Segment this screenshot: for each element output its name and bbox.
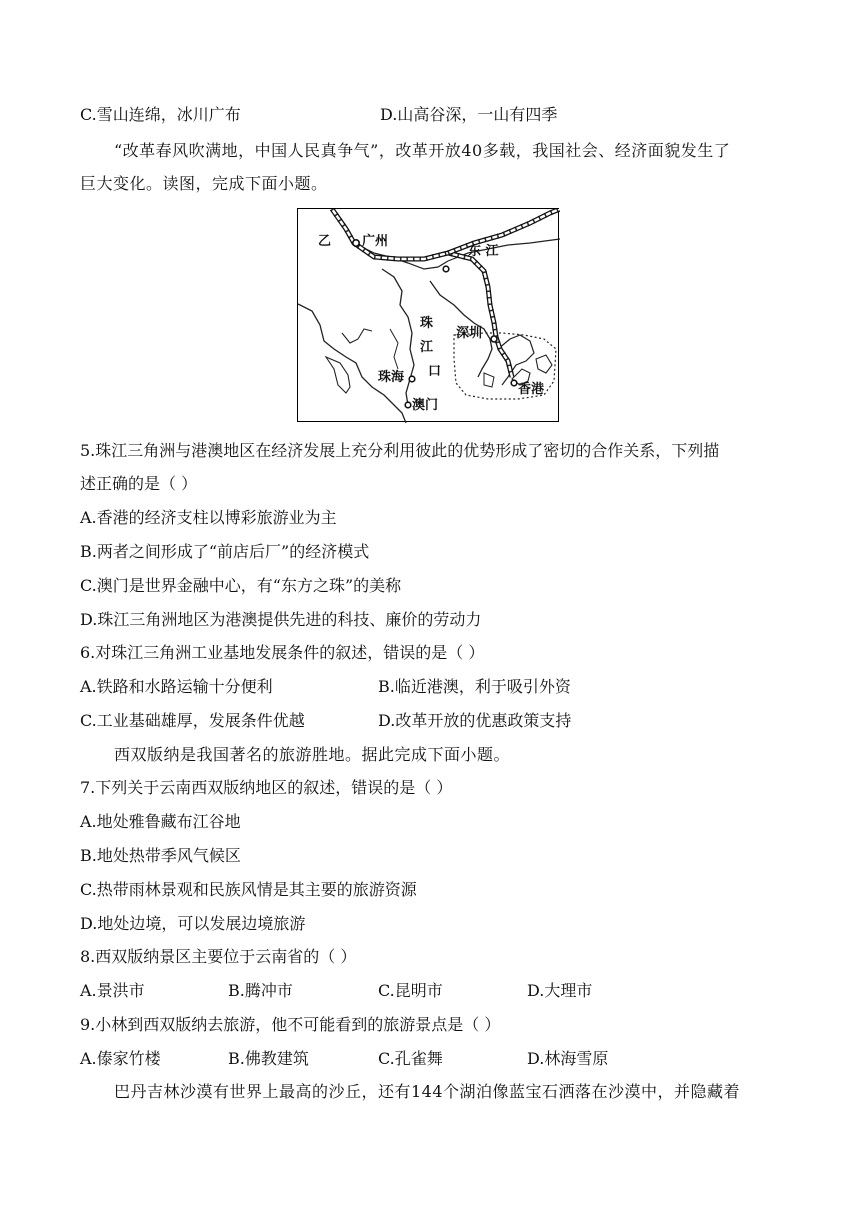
passage-badain-jaran: 巴丹吉林沙漠有世界上最高的沙丘，还有144个湖泊像蓝宝石洒落在沙漠中，并隐藏着 — [114, 1082, 741, 1101]
guangzhou-marker — [353, 240, 359, 246]
passage-xishuangbanna: 西双版纳是我国著名的旅游胜地。据此完成下面小题。 — [114, 745, 511, 764]
label-yi: 乙 — [318, 234, 332, 249]
label-zhujiangkou-1: 珠 — [420, 316, 434, 331]
q8-option-c: C.昆明市 — [378, 981, 443, 1000]
q8-option-d: D.大理市 — [527, 981, 593, 1000]
pearl-river-delta-map — [297, 208, 559, 422]
q7-option-c: C.热带雨林景观和民族风情是其主要的旅游资源 — [80, 880, 417, 899]
q6-option-c: C.工业基础雄厚，发展条件优越 — [80, 711, 305, 730]
label-zhuhai: 珠海 — [378, 370, 405, 385]
q9-stem: 9.小林到西双版纳去旅游，他不可能看到的旅游景点是（ ） — [80, 1015, 501, 1034]
q8-option-a: A.景洪市 — [80, 981, 145, 1000]
label-zhujiangkou-3: 口 — [428, 364, 442, 379]
q6-option-d: D.改革开放的优惠政策支持 — [378, 711, 572, 730]
q8-stem: 8.西双版纳景区主要位于云南省的（ ） — [80, 947, 357, 966]
label-xianggang: 香港 — [518, 382, 545, 397]
q7-option-d: D.地处边境，可以发展边境旅游 — [80, 914, 306, 933]
q6-option-a: A.铁路和水路运输十分便利 — [80, 677, 273, 696]
q5-option-a: A.香港的经济支柱以博彩旅游业为主 — [80, 508, 337, 527]
q6-stem: 6.对珠江三角洲工业基地发展条件的叙述，错误的是（ ） — [80, 643, 485, 662]
q8-option-b: B.腾冲市 — [228, 981, 293, 1000]
q7-option-a: A.地处雅鲁藏布江谷地 — [80, 812, 241, 831]
q5-option-b: B.两者之间形成了“前店后厂”的经济模式 — [80, 542, 370, 561]
q9-option-b: B.佛教建筑 — [228, 1049, 309, 1068]
macau-marker — [405, 402, 411, 408]
q6-option-b: B.临近港澳，利于吸引外资 — [378, 677, 571, 696]
q4-option-c: C.雪山连绵，冰川广布 — [80, 105, 241, 124]
zhuhai-marker — [409, 376, 415, 382]
q9-option-d: D.林海雪原 — [527, 1049, 609, 1068]
label-zhujiangkou-2: 江 — [420, 340, 434, 355]
hongkong-marker — [511, 380, 517, 386]
q7-stem: 7.下列关于云南西双版纳地区的叙述，错误的是（ ） — [80, 778, 453, 797]
dongguan-marker — [443, 266, 449, 272]
label-dongjiang: 东 江 — [468, 244, 499, 259]
q5-stem-line2: 述正确的是（ ） — [80, 474, 198, 493]
q7-option-b: B.地处热带季风气候区 — [80, 846, 241, 865]
q9-option-a: A.傣家竹楼 — [80, 1049, 161, 1068]
label-aomen: 澳门 — [412, 398, 439, 413]
label-shenzhen: 深圳 — [456, 326, 483, 341]
label-guangzhou: 广州 — [362, 234, 389, 249]
shenzhen-marker — [491, 336, 497, 342]
passage-reform-line2: 巨大变化。读图，完成下面小题。 — [80, 174, 328, 193]
q4-option-d: D.山高谷深，一山有四季 — [380, 105, 558, 124]
passage-reform-line1: “改革春风吹满地，中国人民真争气”，改革开放40多载，我国社会、经济面貌发生了 — [114, 141, 731, 160]
q9-option-c: C.孔雀舞 — [378, 1049, 443, 1068]
q5-option-c: C.澳门是世界金融中心，有“东方之珠”的美称 — [80, 576, 402, 595]
q5-option-d: D.珠江三角洲地区为港澳提供先进的科技、廉价的劳动力 — [80, 610, 482, 629]
q5-stem-line1: 5.珠江三角洲与港澳地区在经济发展上充分利用彼此的优势形成了密切的合作关系，下列描 — [80, 441, 720, 460]
